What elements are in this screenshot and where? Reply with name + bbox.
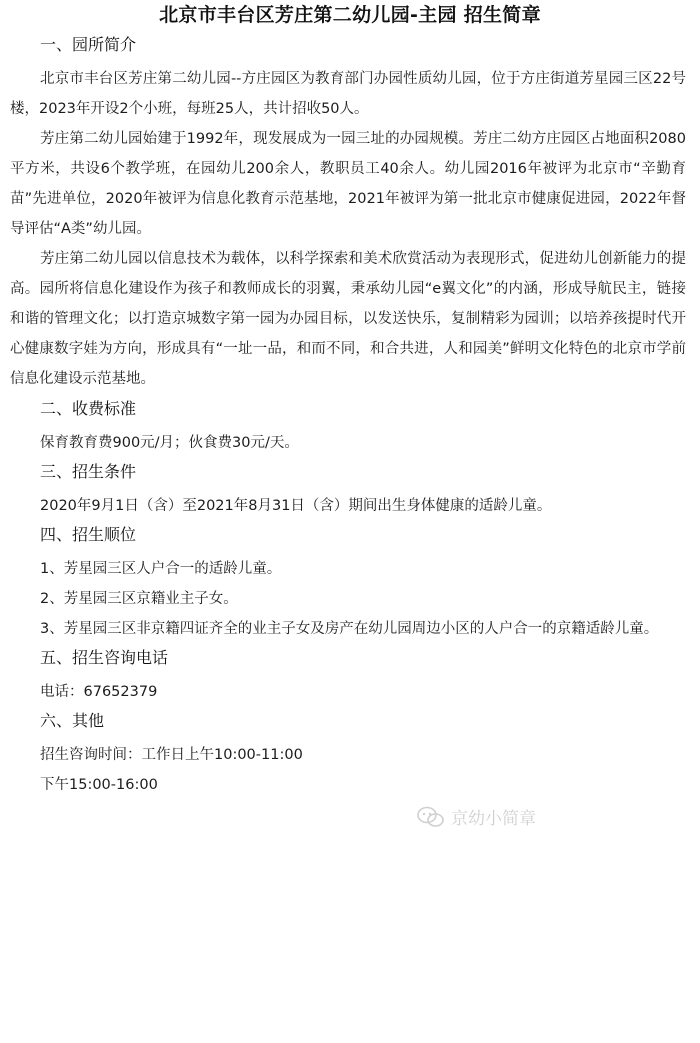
priority-item-2: 2、芳星园三区京籍业主子女。 xyxy=(40,591,238,607)
priority-item-3: 3、芳星园三区非京籍四证齐全的业主子女及房产在幼儿园周边小区的人户合一的京籍适龄儿童。 xyxy=(40,621,659,637)
priority-item-1: 1、芳星园三区人户合一的适龄儿童。 xyxy=(40,561,282,577)
intro-paragraph-1: 北京市丰台区芳庄第二幼儿园--方庄园区为教育部门办园性质幼儿园，位于方庄街道芳星园三区22号楼，2023年开设2个小班，每班25人，共计招收50人。 xyxy=(10,71,686,117)
fees-text: 保育教育费900元/月；伙食费30元/天。 xyxy=(40,435,299,451)
intro-paragraph-2: 芳庄第二幼儿园始建于1992年，现发展成为一园三址的办园规模。芳庄二幼方庄园区占地面积2080平方米，共设6个教学班，在园幼儿200余人，教职员工40余人。幼儿园2016年被评为北京市“辛勤育苗”先进单位，2020年被评为信息化教育示范基地，2021年被评为第一批北京市健康促进园，2022年督导评估“A类”幼儿园。 xyxy=(10,131,686,237)
document-title: 北京市丰台区芳庄第二幼儿园-主园 招生简章 xyxy=(159,4,541,26)
section-heading-fees: 二、收费标准 xyxy=(40,399,137,418)
section-heading-other: 六、其他 xyxy=(40,711,105,730)
watermark-text: 京幼小简章 xyxy=(451,809,536,829)
wechat-icon xyxy=(417,806,445,828)
watermark xyxy=(417,804,536,829)
section-heading-conditions: 三、招生条件 xyxy=(40,462,137,481)
conditions-text: 2020年9月1日（含）至2021年8月31日（含）期间出生身体健康的适龄儿童。 xyxy=(40,498,552,514)
section-heading-phone: 五、招生咨询电话 xyxy=(40,648,169,667)
phone-text: 电话：67652379 xyxy=(40,684,158,700)
section-heading-intro: 一、园所简介 xyxy=(40,35,137,54)
hours-afternoon: 下午15:00-16:00 xyxy=(40,777,158,793)
section-heading-priority: 四、招生顺位 xyxy=(40,525,137,544)
document-body xyxy=(10,34,686,800)
hours-morning: 招生咨询时间：工作日上午10:00-11:00 xyxy=(40,747,303,763)
intro-paragraph-3: 芳庄第二幼儿园以信息技术为载体，以科学探索和美术欣赏活动为表现形式，促进幼儿创新能力的提高。园所将信息化建设作为孩子和教师成长的羽翼，秉承幼儿园“e翼文化”的内涵，形成导航民主，链接和谐的管理文化；以打造京城数字第一园为办园目标，以发送快乐，复制精彩为园训；以培养孩提时代开心健康数字娃为方向，形成具有“一址一品，和而不同，和合共进，人和园美”鲜明文化特色的北京市学前信息化建设示范基地。 xyxy=(10,251,686,387)
